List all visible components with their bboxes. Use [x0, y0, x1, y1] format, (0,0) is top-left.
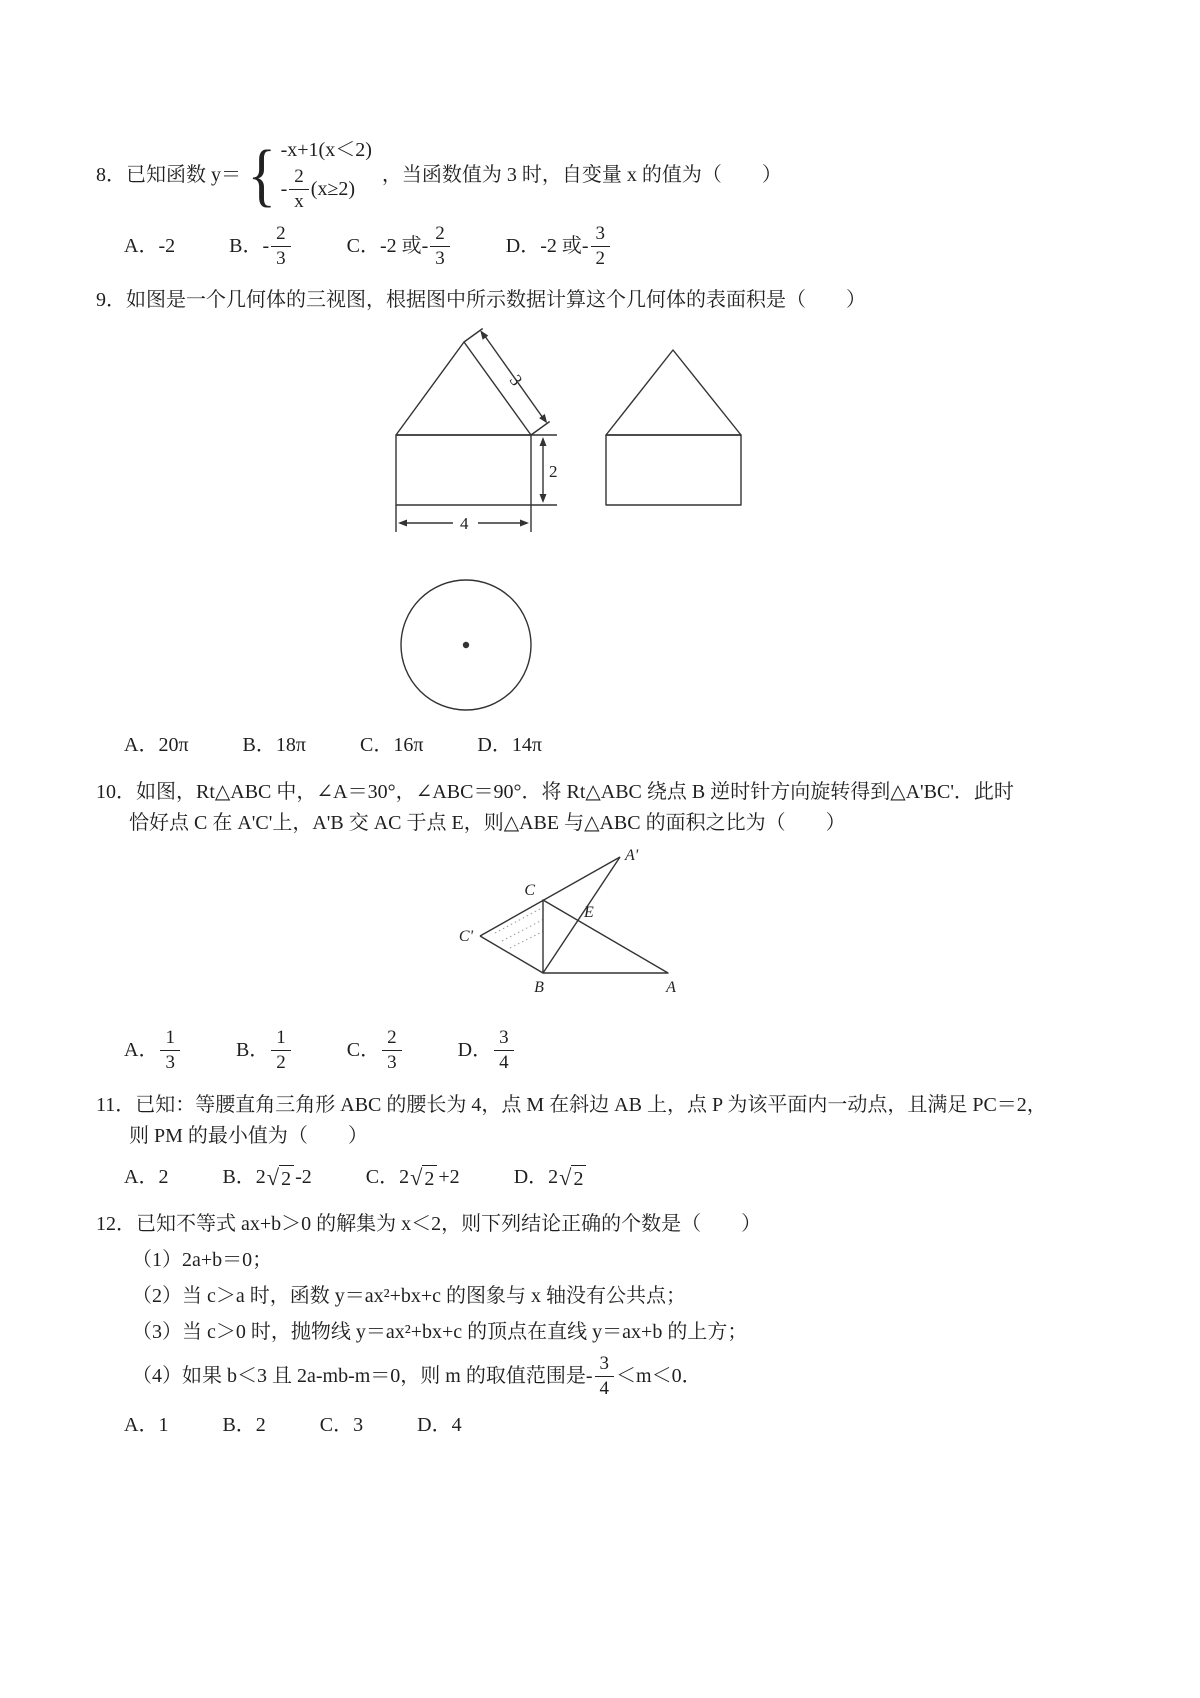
- q12-statement-1: （1）2a+b＝0；: [132, 1249, 273, 1272]
- q8-option-d: [506, 223, 612, 270]
- q11-option-c-text: C．2: [365, 1166, 410, 1189]
- q11-options: [124, 1162, 1112, 1193]
- line-b-aprime: [543, 857, 620, 973]
- q11-stem-line1: 11．已知：等腰直角三角形 ABC 的腰长为 4，点 M 在斜边 AB 上，点 P 为该平面内一动点，且满足 PC＝2，: [96, 1094, 1047, 1117]
- q10-option-d: [458, 1027, 516, 1074]
- radicand: 2: [422, 1165, 437, 1191]
- q9-option-c: C．16π: [359, 734, 424, 757]
- fraction-numerator: 3: [591, 223, 611, 247]
- q8-option-b-text: B．-: [229, 234, 270, 257]
- q10-option-a-text: A．: [124, 1039, 159, 1062]
- fraction: [289, 166, 309, 213]
- vertex-label-a-prime: A': [625, 847, 639, 865]
- triangle-abc: [543, 900, 668, 973]
- q11-option-d-text: D．2: [513, 1166, 559, 1189]
- q12-option-b: B．2: [222, 1413, 266, 1436]
- width-arrowhead-left: [398, 520, 407, 527]
- fraction-denominator: 3: [435, 247, 445, 269]
- q12-statement-4: [132, 1353, 1112, 1400]
- q9-option-d: D．14π: [477, 734, 542, 757]
- q8-options: [124, 223, 1112, 270]
- q10-stem-line2: 恰好点 C 在 A'C'上，A'B 交 AC 于点 E，则△ABE 与△ABC 的面积之比为（ ）: [129, 812, 846, 835]
- q12-option-d: D．4: [417, 1413, 462, 1436]
- fraction: [494, 1027, 514, 1074]
- vertex-label-a: A: [666, 979, 676, 997]
- q10-option-d-text: D．: [457, 1039, 493, 1062]
- q11-option-d: [514, 1162, 588, 1193]
- piecewise-cases: [281, 138, 372, 213]
- fraction-numerator: 2: [430, 223, 450, 247]
- q11-stem-line2: 则 PM 的最小值为（ ）: [129, 1125, 368, 1148]
- square-root: [267, 1165, 294, 1191]
- fraction-numerator: 2: [271, 223, 291, 247]
- radical-sign: √: [559, 1164, 572, 1190]
- fraction: [430, 223, 450, 270]
- q10-option-c-text: C．: [346, 1039, 381, 1062]
- q8-stem: [96, 138, 1112, 213]
- piecewise-case-1: -x+1(x＜2): [280, 139, 372, 161]
- question-10: [96, 777, 1112, 1074]
- q11-option-c: [366, 1162, 460, 1193]
- q11-option-b: [222, 1162, 311, 1193]
- q12-statement-2: （2）当 c＞a 时，函数 y＝ax²+bx+c 的图象与 x 轴没有公共点；: [132, 1285, 687, 1308]
- side-view-body: [606, 435, 741, 505]
- minus-sign: -: [280, 177, 288, 200]
- q10-option-c: [347, 1027, 404, 1074]
- line-cprime-aprime: [480, 857, 620, 936]
- q10-option-b: [236, 1027, 293, 1074]
- line-cprime-b: [480, 936, 543, 973]
- dim-label-4: 4: [460, 514, 469, 534]
- q8-option-b: [229, 223, 293, 270]
- q11-option-a: A．2: [124, 1166, 169, 1189]
- q8-option-c: [347, 223, 452, 270]
- fraction-numerator: 2: [382, 1027, 402, 1051]
- radicand: 2: [279, 1165, 294, 1191]
- q8-option-a: A．-2: [124, 234, 176, 257]
- q11-option-c-tail: +2: [438, 1166, 460, 1189]
- q12-statement-4-text: （4）如果 b＜3 且 2a-mb-m＝0，则 m 的取值范围是-: [132, 1364, 593, 1387]
- q10-option-b-text: B．: [235, 1039, 270, 1062]
- fraction: [271, 223, 291, 270]
- fraction-denominator: 3: [387, 1052, 397, 1074]
- q9-options: [124, 730, 1112, 761]
- question-12: [96, 1209, 1112, 1441]
- fraction-denominator: 4: [599, 1377, 610, 1399]
- square-root: [559, 1165, 586, 1191]
- fraction-denominator: 4: [499, 1052, 509, 1074]
- fraction-denominator: x: [294, 190, 304, 212]
- height-arrowhead-top: [540, 437, 547, 446]
- front-view-body: [396, 435, 531, 505]
- fraction-numerator: 1: [160, 1027, 180, 1051]
- fraction-numerator: 2: [289, 166, 309, 190]
- q11-option-b-tail: -2: [295, 1166, 312, 1189]
- question-11: [96, 1090, 1112, 1193]
- fraction: [591, 223, 611, 270]
- q12-statement-4-tail: ＜m＜0．: [616, 1364, 702, 1387]
- square-root: [410, 1165, 437, 1191]
- rotated-triangle-figure: [440, 845, 720, 1017]
- piecewise-brace: {: [247, 136, 277, 214]
- circle-center-dot: [463, 642, 469, 648]
- q11-option-b-text: B．2: [222, 1166, 266, 1189]
- fraction-denominator: 3: [165, 1052, 175, 1074]
- fraction: [595, 1353, 615, 1400]
- height-arrowhead-bottom: [540, 494, 547, 503]
- q10-option-a: [124, 1027, 182, 1074]
- q12-stem: 12．已知不等式 ax+b＞0 的解集为 x＜2，则下列结论正确的个数是（ ）: [96, 1213, 762, 1236]
- question-8: [96, 138, 1112, 269]
- fraction: [271, 1027, 291, 1074]
- q10-options: [124, 1027, 1112, 1074]
- piecewise-case-2: [281, 166, 372, 213]
- fraction: [382, 1027, 402, 1074]
- question-9: [96, 285, 1112, 761]
- q12-option-c: C．3: [319, 1413, 364, 1436]
- q12-option-a: A．1: [124, 1413, 169, 1436]
- vertex-label-b: B: [534, 979, 544, 997]
- dim-label-3: 3: [505, 371, 527, 390]
- three-views-figure: [331, 320, 791, 720]
- fraction-denominator: 2: [276, 1052, 286, 1074]
- q8-tail-text: ，当函数值为 3 时，自变量 x 的值为（ ）: [381, 163, 782, 186]
- fraction-numerator: 3: [595, 1353, 615, 1377]
- radical-sign: √: [410, 1164, 423, 1190]
- side-view-roof: [606, 350, 741, 435]
- q8-option-d-text: D．-2 或-: [505, 234, 589, 257]
- q8-lead-text: 8．已知函数 y＝: [96, 163, 241, 186]
- piecewise-condition: (x≥2): [310, 177, 356, 200]
- radical-sign: √: [266, 1164, 280, 1190]
- radicand: 2: [571, 1165, 586, 1191]
- q9-option-b: B．18π: [242, 734, 306, 757]
- q8-option-c-text: C．-2 或-: [346, 234, 429, 257]
- fraction-numerator: 3: [494, 1027, 514, 1051]
- fraction-numerator: 1: [271, 1027, 291, 1051]
- fraction-denominator: 2: [595, 247, 606, 269]
- q9-stem: 9．如图是一个几何体的三视图，根据图中所示数据计算这个几何体的表面积是（ ）: [96, 289, 866, 312]
- q9-option-a: A．20π: [124, 734, 189, 757]
- width-arrowhead-right: [520, 520, 529, 527]
- vertex-label-e: E: [584, 904, 594, 922]
- dim-label-2: 2: [549, 462, 558, 482]
- fraction: [160, 1027, 180, 1074]
- q12-options: [124, 1410, 1112, 1441]
- hatching: [495, 909, 546, 948]
- q10-stem-line1: 10．如图，Rt△ABC 中，∠A＝30°，∠ABC＝90°．将 Rt△ABC 绕点 B 逆时针方向旋转得到△A'BC'．此时: [96, 781, 1014, 804]
- fraction-denominator: 3: [276, 247, 286, 269]
- vertex-label-c-prime: C': [458, 928, 473, 946]
- q12-statements: [132, 1245, 1112, 1400]
- vertex-label-c: C: [524, 882, 535, 900]
- q12-statement-3: （3）当 c＞0 时，抛物线 y＝ax²+bx+c 的顶点在直线 y＝ax+b 的上方；: [132, 1321, 748, 1344]
